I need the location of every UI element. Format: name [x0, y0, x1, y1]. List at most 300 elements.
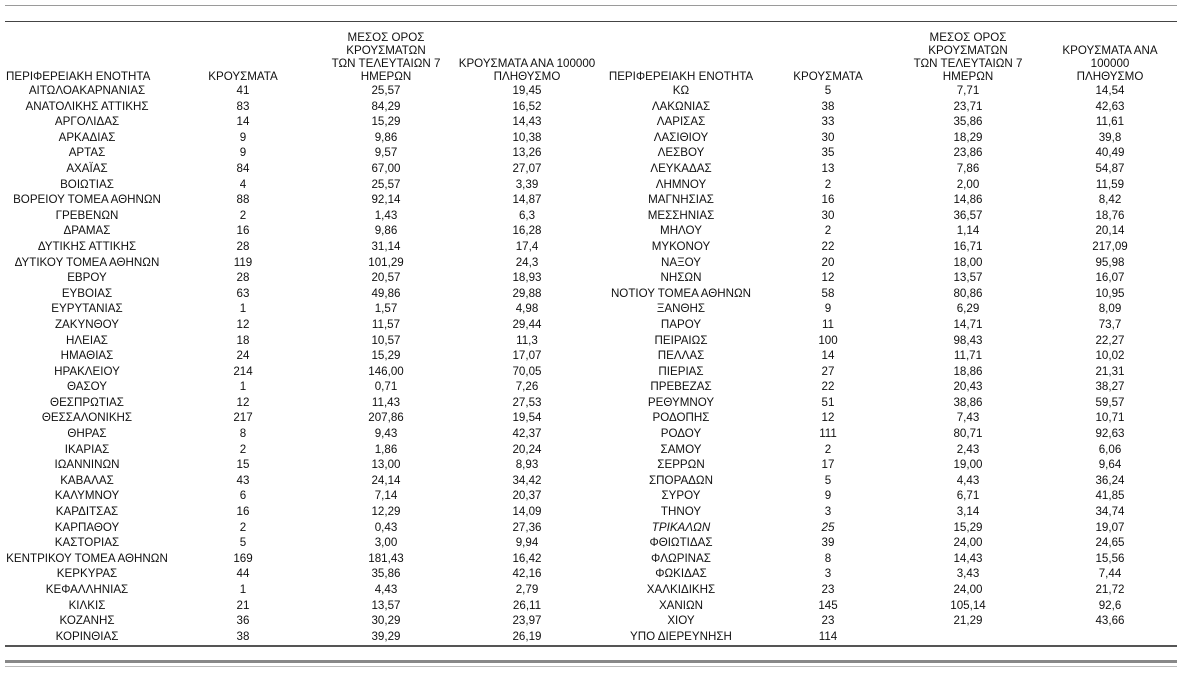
cell-avg7-left: 146,00 — [368, 364, 404, 378]
cell-avg7-left: 15,29 — [371, 349, 401, 363]
cell-per100k-right: 34,74 — [1095, 505, 1125, 519]
cell-cases-left: 169 — [233, 551, 253, 565]
table-row — [5, 161, 1177, 177]
cell-region-left: ΚΕΡΚΥΡΑΣ — [56, 567, 118, 581]
cell-cases-left: 14 — [236, 115, 250, 129]
cell-region-right: ΣΕΡΡΩΝ — [657, 458, 705, 472]
cell-avg7-right: 80,86 — [953, 286, 983, 300]
cell-cases-left: 2 — [239, 520, 247, 534]
cell-avg7-left: 49,86 — [371, 286, 401, 300]
header-cases-right: ΚΡΟΥΣΜΑΤΑ — [793, 70, 863, 83]
cell-region-right: ΚΩ — [672, 84, 690, 97]
cell-per100k-left: 14,09 — [512, 505, 542, 519]
cell-per100k-left: 20,24 — [512, 442, 542, 456]
cell-region-right: ΠΙΕΡΙΑΣ — [658, 364, 704, 378]
cell-per100k-right: 95,98 — [1095, 255, 1125, 269]
table-row — [5, 582, 1177, 598]
cell-per100k-right: 18,76 — [1095, 208, 1125, 222]
cell-avg7-right — [893, 629, 1043, 645]
cell-avg7-right: 20,43 — [953, 380, 983, 394]
cell-avg7-left: 1,57 — [374, 302, 398, 316]
header-per100k-left: ΚΡΟΥΣΜΑΤΑ ΑΝΑ 100000 ΠΛΗΘΥΣΜΟ — [458, 57, 596, 83]
cell-avg7-left: 67,00 — [371, 161, 401, 175]
cell-region-left: ΕΥΡΥΤΑΝΙΑΣ — [51, 302, 123, 316]
cell-avg7-right: 18,29 — [953, 130, 983, 144]
cell-region-right: ΡΟΔΟΥ — [660, 427, 702, 441]
cell-per100k-right: 10,95 — [1095, 286, 1125, 300]
cell-avg7-left: 0,71 — [374, 380, 398, 394]
cell-region-right: ΠΡΕΒΕΖΑΣ — [650, 380, 712, 394]
cell-cases-left: 84 — [236, 161, 250, 175]
cell-region-left: ΑΡΚΑΔΙΑΣ — [58, 130, 116, 144]
table-row — [5, 333, 1177, 349]
cell-per100k-right: 21,31 — [1095, 364, 1125, 378]
cell-per100k-left: 26,11 — [512, 598, 542, 612]
header-avg7-left: ΜΕΣΟΣ ΟΡΟΣ ΚΡΟΥΣΜΑΤΩΝ ΤΩΝ ΤΕΛΕΥΤΑΙΩΝ 7 ΗΜΕΡΩΝ — [331, 31, 441, 83]
cell-region-left: ΑΝΑΤΟΛΙΚΗΣ ΑΤΤΙΚΗΣ — [25, 99, 149, 113]
cell-per100k-right: 21,72 — [1095, 583, 1125, 596]
cell-per100k-left: 70,05 — [512, 364, 542, 378]
cell-region-left: ΚΟΡΙΝΘΙΑΣ — [55, 629, 119, 643]
cell-avg7-left: 20,57 — [371, 271, 401, 285]
cell-per100k-right: 11,59 — [1095, 177, 1125, 191]
cell-per100k-right: 11,61 — [1095, 115, 1125, 129]
header-avg7-right: ΜΕΣΟΣ ΟΡΟΣ ΚΡΟΥΣΜΑΤΩΝ ΤΩΝ ΤΕΛΕΥΤΑΙΩΝ 7 ΗΜΕΡΩΝ — [913, 31, 1023, 83]
cell-cases-left: 9 — [239, 130, 247, 144]
table-row — [5, 520, 1177, 536]
table-row — [5, 364, 1177, 380]
cell-cases-left: 4 — [239, 177, 247, 191]
cell-region-right: ΛΑΚΩΝΙΑΣ — [651, 99, 711, 113]
cell-cases-left: 21 — [236, 598, 250, 612]
cell-cases-left: 1 — [239, 380, 247, 394]
cell-avg7-right: 19,00 — [953, 458, 983, 472]
cell-per100k-right: 15,56 — [1095, 551, 1125, 565]
header-row — [5, 31, 1177, 83]
table-row — [5, 551, 1177, 567]
cell-cases-left: 1 — [239, 302, 247, 316]
table-row — [5, 192, 1177, 208]
cell-avg7-left: 1,86 — [374, 442, 398, 456]
cell-region-right: ΥΠΟ ΔΙΕΡΕΥΝΗΣΗ — [630, 629, 732, 643]
cell-avg7-right: 15,29 — [953, 520, 983, 534]
cell-cases-left: 36 — [236, 614, 250, 628]
cell-cases-left: 214 — [233, 364, 253, 378]
cell-region-left: ΚΑΡΠΑΘΟΥ — [54, 520, 120, 534]
cell-cases-left: 9 — [239, 146, 247, 160]
cell-cases-right: 22 — [821, 380, 835, 394]
cell-region-right: ΝΗΣΩΝ — [660, 271, 702, 285]
cell-avg7-left: 30,29 — [371, 614, 401, 628]
table-row — [5, 410, 1177, 426]
cell-avg7-right: 7,86 — [956, 161, 980, 175]
cell-cases-right: 39 — [821, 536, 835, 550]
cell-cases-left: 43 — [236, 473, 250, 487]
cell-region-right: ΣΥΡΟΥ — [661, 489, 701, 503]
cell-per100k-left: 18,93 — [512, 271, 542, 285]
cell-per100k-right: 92,63 — [1095, 427, 1125, 441]
cell-region-right: ΣΠΟΡΑΔΩΝ — [649, 473, 713, 487]
cell-region-left: ΘΕΣΠΡΩΤΙΑΣ — [50, 395, 124, 409]
cell-per100k-left: 14,87 — [512, 193, 542, 207]
cell-cases-left: 28 — [236, 271, 250, 285]
cell-cases-right: 16 — [821, 193, 835, 207]
cell-avg7-right: 13,57 — [953, 271, 983, 285]
cell-avg7-left: 92,14 — [371, 193, 401, 207]
table-row — [5, 348, 1177, 364]
cell-region-left: ΘΑΣΟΥ — [66, 380, 108, 394]
cell-region-right: ΝΟΤΙΟΥ ΤΟΜΕΑ ΑΘΗΝΩΝ — [610, 286, 752, 300]
cell-avg7-right: 1,14 — [956, 224, 980, 238]
cell-avg7-left: 31,14 — [371, 239, 401, 253]
cell-per100k-right: 20,14 — [1095, 224, 1125, 238]
cell-region-left: ΚΑΡΔΙΤΣΑΣ — [55, 505, 119, 519]
cell-region-right: ΤΡΙΚΑΛΩΝ — [651, 520, 711, 534]
cell-cases-right: 5 — [824, 473, 832, 487]
cell-per100k-right: 8,09 — [1098, 302, 1122, 316]
cell-avg7-left: 0,43 — [374, 520, 398, 534]
cell-region-left: ΚΑΣΤΟΡΙΑΣ — [54, 536, 120, 550]
cell-cases-right: 51 — [821, 395, 835, 409]
cell-region-right: ΜΕΣΣΗΝΙΑΣ — [647, 208, 715, 222]
cell-region-right: ΦΘΙΩΤΙΔΑΣ — [649, 536, 713, 550]
cell-region-left: ΚΑΛΥΜΝΟΥ — [54, 489, 120, 503]
cell-per100k-left: 27,53 — [512, 395, 542, 409]
cell-cases-left: 119 — [233, 255, 253, 269]
cell-region-left: ΕΒΡΟΥ — [67, 271, 107, 285]
cell-region-left: ΑΧΑΪΑΣ — [66, 161, 108, 175]
cell-cases-left: 15 — [236, 458, 250, 472]
cell-cases-left: 16 — [236, 505, 250, 519]
cell-region-right: ΜΗΛΟΥ — [660, 224, 702, 238]
cell-cases-right: 58 — [821, 286, 835, 300]
cell-per100k-left: 42,16 — [512, 567, 542, 581]
cell-avg7-left: 25,57 — [371, 177, 401, 191]
cell-cases-right: 17 — [821, 458, 835, 472]
cell-avg7-right: 14,43 — [953, 551, 983, 565]
cell-avg7-left: 3,00 — [374, 536, 398, 550]
cell-per100k-left: 29,88 — [512, 286, 542, 300]
table-row — [5, 130, 1177, 146]
cell-region-right: ΠΕΛΛΑΣ — [657, 349, 705, 363]
cell-region-right: ΛΑΡΙΣΑΣ — [656, 115, 706, 129]
table-row — [5, 629, 1177, 645]
cell-per100k-right: 73,7 — [1098, 317, 1122, 331]
cell-per100k-left: 16,28 — [512, 224, 542, 238]
header-region-right: ΠΕΡΙΦΕΡΕΙΑΚΗ ΕΝΟΤΗΤΑ — [608, 70, 754, 83]
top-rule — [5, 5, 1177, 6]
cell-avg7-right: 23,71 — [953, 99, 983, 113]
cell-per100k-left: 19,54 — [512, 411, 542, 425]
cell-cases-right: 3 — [824, 567, 832, 581]
cell-avg7-right: 98,43 — [953, 333, 983, 347]
cell-avg7-right: 11,71 — [953, 349, 983, 363]
cell-cases-left: 8 — [239, 427, 247, 441]
cell-region-right: ΛΑΣΙΘΙΟΥ — [653, 130, 709, 144]
cell-avg7-right: 23,86 — [953, 146, 983, 160]
cell-region-left: ΔΥΤΙΚΟΥ ΤΟΜΕΑ ΑΘΗΝΩΝ — [14, 255, 160, 269]
cell-cases-left: 1 — [239, 583, 247, 596]
cell-region-left: ΙΚΑΡΙΑΣ — [64, 442, 110, 456]
cell-cases-right: 2 — [824, 442, 832, 456]
cell-region-left: ΔΥΤΙΚΗΣ ΑΤΤΙΚΗΣ — [37, 239, 137, 253]
cell-cases-right: 20 — [821, 255, 835, 269]
cell-region-left: ΚΟΖΑΝΗΣ — [59, 614, 115, 628]
table-row — [5, 301, 1177, 317]
table-row — [5, 488, 1177, 504]
cell-per100k-left: 42,37 — [512, 427, 542, 441]
cell-avg7-left: 9,86 — [374, 224, 398, 238]
cell-region-left: ΑΡΤΑΣ — [68, 146, 106, 160]
cell-per100k-right — [1043, 629, 1177, 645]
cell-avg7-right: 14,86 — [953, 193, 983, 207]
cell-region-right: ΧΑΝΙΩΝ — [658, 598, 704, 612]
cell-cases-right: 14 — [821, 349, 835, 363]
cell-per100k-left: 6,3 — [518, 208, 536, 222]
cell-cases-right: 23 — [821, 583, 835, 596]
cell-cases-right: 9 — [824, 489, 832, 503]
cell-cases-right: 30 — [821, 130, 835, 144]
cell-cases-right: 114 — [818, 629, 838, 643]
table-row — [5, 535, 1177, 551]
cell-avg7-left: 13,57 — [371, 598, 401, 612]
cell-cases-right: 22 — [821, 239, 835, 253]
cell-avg7-left: 10,57 — [371, 333, 401, 347]
cell-cases-right: 13 — [821, 161, 835, 175]
cell-cases-right: 35 — [821, 146, 835, 160]
cell-avg7-right: 21,29 — [953, 614, 983, 628]
cell-region-left: ΘΕΣΣΑΛΟΝΙΚΗΣ — [41, 411, 133, 425]
cell-avg7-left: 9,43 — [374, 427, 398, 441]
regional-cases-table — [5, 31, 1177, 644]
cell-avg7-right: 2,43 — [956, 442, 980, 456]
cell-region-left: ΖΑΚΥΝΘΟΥ — [54, 317, 120, 331]
cell-avg7-right: 24,00 — [953, 583, 983, 596]
cell-per100k-left: 19,45 — [512, 84, 542, 97]
cell-per100k-left: 4,98 — [515, 302, 539, 316]
table-row — [5, 442, 1177, 458]
cell-region-left: ΓΡΕΒΕΝΩΝ — [55, 208, 119, 222]
table-row — [5, 395, 1177, 411]
cell-avg7-left: 84,29 — [371, 99, 401, 113]
cell-cases-left: 12 — [236, 317, 250, 331]
cell-cases-right: 33 — [821, 115, 835, 129]
table-row — [5, 83, 1177, 99]
cell-per100k-right: 24,65 — [1095, 536, 1125, 550]
cell-avg7-left: 101,29 — [368, 255, 404, 269]
cell-per100k-right: 7,44 — [1098, 567, 1122, 581]
cell-cases-left: 63 — [236, 286, 250, 300]
cell-avg7-right: 38,86 — [953, 395, 983, 409]
cell-per100k-left: 14,43 — [512, 115, 542, 129]
cell-per100k-left: 26,19 — [512, 629, 542, 643]
cell-cases-left: 18 — [236, 333, 250, 347]
cell-per100k-left: 29,44 — [512, 317, 542, 331]
cell-avg7-right: 80,71 — [953, 427, 983, 441]
table-row — [5, 177, 1177, 193]
cell-cases-left: 5 — [239, 536, 247, 550]
cell-per100k-left: 34,42 — [512, 473, 542, 487]
cell-per100k-right: 38,27 — [1095, 380, 1125, 394]
cell-region-right: ΠΑΡΟΥ — [660, 317, 702, 331]
cell-per100k-left: 23,97 — [512, 614, 542, 628]
header-cases-left: ΚΡΟΥΣΜΑΤΑ — [208, 70, 278, 83]
cell-cases-left: 6 — [239, 489, 247, 503]
cell-cases-left: 16 — [236, 224, 250, 238]
cell-avg7-left: 181,43 — [368, 551, 404, 565]
cell-avg7-left: 35,86 — [371, 567, 401, 581]
cell-per100k-left: 7,26 — [515, 380, 539, 394]
cell-region-right: ΦΛΩΡΙΝΑΣ — [651, 551, 711, 565]
cell-avg7-right: 3,43 — [956, 567, 980, 581]
cell-region-right: ΜΥΚΟΝΟΥ — [651, 239, 711, 253]
cell-region-right: ΤΗΝΟΥ — [660, 505, 702, 519]
cell-avg7-right: 35,86 — [953, 115, 983, 129]
table-row — [5, 114, 1177, 130]
header-rule — [5, 21, 1177, 22]
cell-avg7-right: 18,00 — [953, 255, 983, 269]
cell-per100k-left: 16,52 — [512, 99, 542, 113]
table-row — [5, 379, 1177, 395]
cell-avg7-right: 6,71 — [956, 489, 980, 503]
cell-region-left: ΑΙΤΩΛΟΑΚΑΡΝΑΝΙΑΣ — [28, 84, 146, 97]
table-row — [5, 426, 1177, 442]
cell-cases-right: 23 — [821, 614, 835, 628]
cell-per100k-left: 20,37 — [512, 489, 542, 503]
cell-region-right: ΡΕΘΥΜΝΟΥ — [647, 395, 715, 409]
cell-avg7-right: 14,71 — [953, 317, 983, 331]
cell-region-left: ΘΗΡΑΣ — [67, 427, 107, 441]
cell-avg7-left: 13,00 — [371, 458, 401, 472]
cell-region-left: ΗΡΑΚΛΕΙΟΥ — [54, 364, 120, 378]
cell-per100k-right: 41,85 — [1095, 489, 1125, 503]
cell-region-left: ΚΑΒΑΛΑΣ — [60, 473, 114, 487]
cell-avg7-right: 16,71 — [953, 239, 983, 253]
cell-avg7-right: 2,00 — [956, 177, 980, 191]
cell-per100k-right: 10,71 — [1095, 411, 1125, 425]
cell-per100k-left: 11,3 — [516, 333, 538, 347]
cell-cases-right: 8 — [824, 551, 832, 565]
table-row — [5, 208, 1177, 224]
cell-per100k-right: 217,09 — [1092, 239, 1128, 253]
cell-per100k-right: 59,57 — [1095, 395, 1125, 409]
cell-region-left: ΚΙΛΚΙΣ — [68, 598, 106, 612]
cell-cases-right: 12 — [821, 411, 835, 425]
cell-cases-left: 2 — [239, 442, 247, 456]
cell-per100k-left: 27,36 — [512, 520, 542, 534]
cell-cases-left: 44 — [236, 567, 250, 581]
table-row — [5, 255, 1177, 271]
bottom-rule — [5, 645, 1177, 647]
cell-per100k-left: 8,93 — [515, 458, 539, 472]
cell-region-right: ΛΕΥΚΑΔΑΣ — [650, 161, 712, 175]
cell-region-right: ΦΩΚΙΔΑΣ — [655, 567, 707, 581]
cell-avg7-right: 4,43 — [956, 473, 980, 487]
cell-per100k-right: 10,02 — [1095, 349, 1125, 363]
cell-avg7-left: 39,29 — [371, 629, 401, 643]
cell-avg7-left: 12,29 — [371, 505, 401, 519]
table-row — [5, 223, 1177, 239]
cell-cases-right: 2 — [824, 224, 832, 238]
table-row — [5, 457, 1177, 473]
cell-avg7-right: 7,43 — [956, 411, 980, 425]
cell-avg7-right: 36,57 — [953, 208, 983, 222]
cell-cases-left: 88 — [236, 193, 250, 207]
cell-region-left: ΔΡΑΜΑΣ — [63, 224, 111, 238]
cell-region-right: ΝΑΞΟΥ — [660, 255, 702, 269]
cell-per100k-right: 14,54 — [1095, 84, 1125, 97]
cell-cases-left: 28 — [236, 239, 250, 253]
cell-cases-right: 145 — [818, 598, 838, 612]
cell-region-left: ΙΩΑΝΝΙΝΩΝ — [54, 458, 120, 472]
cell-avg7-right: 3,14 — [956, 505, 980, 519]
table-row — [5, 566, 1177, 582]
table-row — [5, 286, 1177, 302]
cell-avg7-left: 207,86 — [368, 411, 404, 425]
cell-avg7-left: 15,29 — [371, 115, 401, 129]
cell-per100k-left: 9,94 — [515, 536, 539, 550]
cell-region-left: ΒΟΡΕΙΟΥ ΤΟΜΕΑ ΑΘΗΝΩΝ — [13, 193, 161, 207]
header-per100k-right: ΚΡΟΥΣΜΑΤΑ ΑΝΑ 100000 ΠΛΗΘΥΣΜΟ — [1062, 44, 1158, 83]
cell-per100k-left: 24,3 — [515, 255, 539, 269]
cell-region-left: ΚΕΝΤΡΙΚΟΥ ΤΟΜΕΑ ΑΘΗΝΩΝ — [6, 551, 168, 565]
cell-cases-right: 5 — [824, 84, 832, 97]
cell-cases-right: 3 — [824, 505, 832, 519]
bottom-rule-thin — [5, 666, 1177, 667]
cell-cases-left: 38 — [236, 629, 250, 643]
cell-region-left: ΚΕΦΑΛΛΗΝΙΑΣ — [45, 583, 129, 596]
table-row — [5, 504, 1177, 520]
cell-per100k-right: 43,66 — [1095, 614, 1125, 628]
cell-per100k-right: 36,24 — [1095, 473, 1125, 487]
cell-region-left: ΒΟΙΩΤΙΑΣ — [60, 177, 114, 191]
cell-avg7-right: 24,00 — [953, 536, 983, 550]
cell-region-left: ΑΡΓΟΛΙΔΑΣ — [54, 115, 120, 129]
table-row — [5, 317, 1177, 333]
cell-cases-left: 12 — [236, 395, 250, 409]
cell-cases-right: 9 — [824, 302, 832, 316]
cell-per100k-left: 17,4 — [515, 239, 539, 253]
cell-region-left: ΗΜΑΘΙΑΣ — [60, 349, 114, 363]
cell-avg7-left: 4,43 — [374, 583, 398, 596]
cell-per100k-right: 22,27 — [1095, 333, 1125, 347]
cell-cases-left: 2 — [239, 208, 247, 222]
table-row — [5, 613, 1177, 629]
cell-region-right: ΛΗΜΝΟΥ — [655, 177, 707, 191]
cell-cases-right: 27 — [821, 364, 835, 378]
cell-region-right: ΧΙΟΥ — [667, 614, 695, 628]
table-row — [5, 270, 1177, 286]
cell-per100k-right: 92,6 — [1098, 598, 1122, 612]
cell-region-right: ΠΕΙΡΑΙΩΣ — [654, 333, 708, 347]
cell-per100k-right: 39,8 — [1098, 130, 1122, 144]
cell-cases-right: 38 — [821, 99, 835, 113]
cell-cases-right: 12 — [821, 271, 835, 285]
cell-cases-left: 24 — [236, 349, 250, 363]
table-row — [5, 99, 1177, 115]
cell-per100k-right: 42,63 — [1095, 99, 1125, 113]
cell-region-left: ΕΥΒΟΙΑΣ — [61, 286, 113, 300]
cell-cases-right: 100 — [818, 333, 838, 347]
cell-cases-right: 25 — [821, 520, 835, 534]
cell-region-right: ΜΑΓΝΗΣΙΑΣ — [648, 193, 714, 207]
cell-per100k-left: 10,38 — [512, 130, 542, 144]
cell-per100k-left: 3,39 — [515, 177, 539, 191]
table-body — [5, 83, 1177, 644]
cell-avg7-left: 9,57 — [374, 146, 398, 160]
cell-cases-left: 217 — [233, 411, 253, 425]
cell-per100k-right: 54,87 — [1095, 161, 1125, 175]
